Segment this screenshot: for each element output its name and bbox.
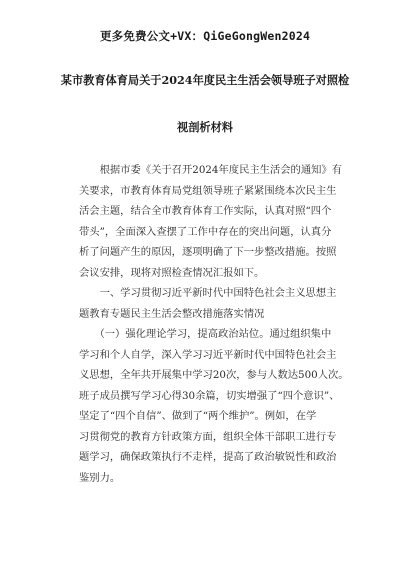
- body-line: 根据市委《关于召开2024年度民主生活会的通知》有: [79, 164, 343, 176]
- body-line: 班子成员撰写学习心得30余篇，切实增强了“四个意识”、: [79, 389, 340, 402]
- body-line: 带头”，全面深入查摆了工作中存在的突出问题，认真分: [79, 225, 332, 238]
- body-line: 析了问题产生的原因，逐项明确了下一步整改措施。按照: [79, 246, 337, 258]
- body-line: 鉴别力。: [79, 471, 121, 484]
- body-line: 学习和个人自学，深入学习习近平新时代中国特色社会主: [79, 348, 337, 361]
- section-heading-line: 题教育专题民主生活会整改措施落实情况: [79, 307, 265, 320]
- body-line: 义思想，全年共开展集中学习20次，参与人数达500人次。: [79, 369, 349, 381]
- body-line: 习贯彻党的教育方针政策方面，组织全体干部职工进行专: [79, 430, 337, 443]
- document-title-line-2: 视剖析材料: [177, 120, 233, 134]
- body-line: 会议安排，现将对照检查情况汇报如下。: [79, 266, 265, 279]
- watermark-header: 更多免费公文+VX：QiGeGongWen2024: [99, 29, 311, 43]
- section-heading-line: 一、学习贯彻习近平新时代中国特色社会主义思想主: [79, 287, 337, 299]
- body-line: （一）强化理论学习，提高政治站位。通过组织集中: [79, 328, 332, 340]
- document-title-line-1: 某市教育体育局关于2024年度民主生活会领导班子对照检: [60, 73, 350, 87]
- body-line: 题学习，确保政策执行不走样，提高了政治敏锐性和政治: [79, 451, 337, 463]
- body-line: 活会主题，结合全市教育体育工作实际，认真对照“四个: [79, 205, 332, 217]
- body-line: 关要求，市教育体育局党组领导班子紧紧围绕本次民主生: [79, 184, 337, 197]
- document-body: [79, 160, 349, 488]
- body-line: 坚定了“四个自信”、做到了“两个维护”。例如，在学: [79, 410, 317, 422]
